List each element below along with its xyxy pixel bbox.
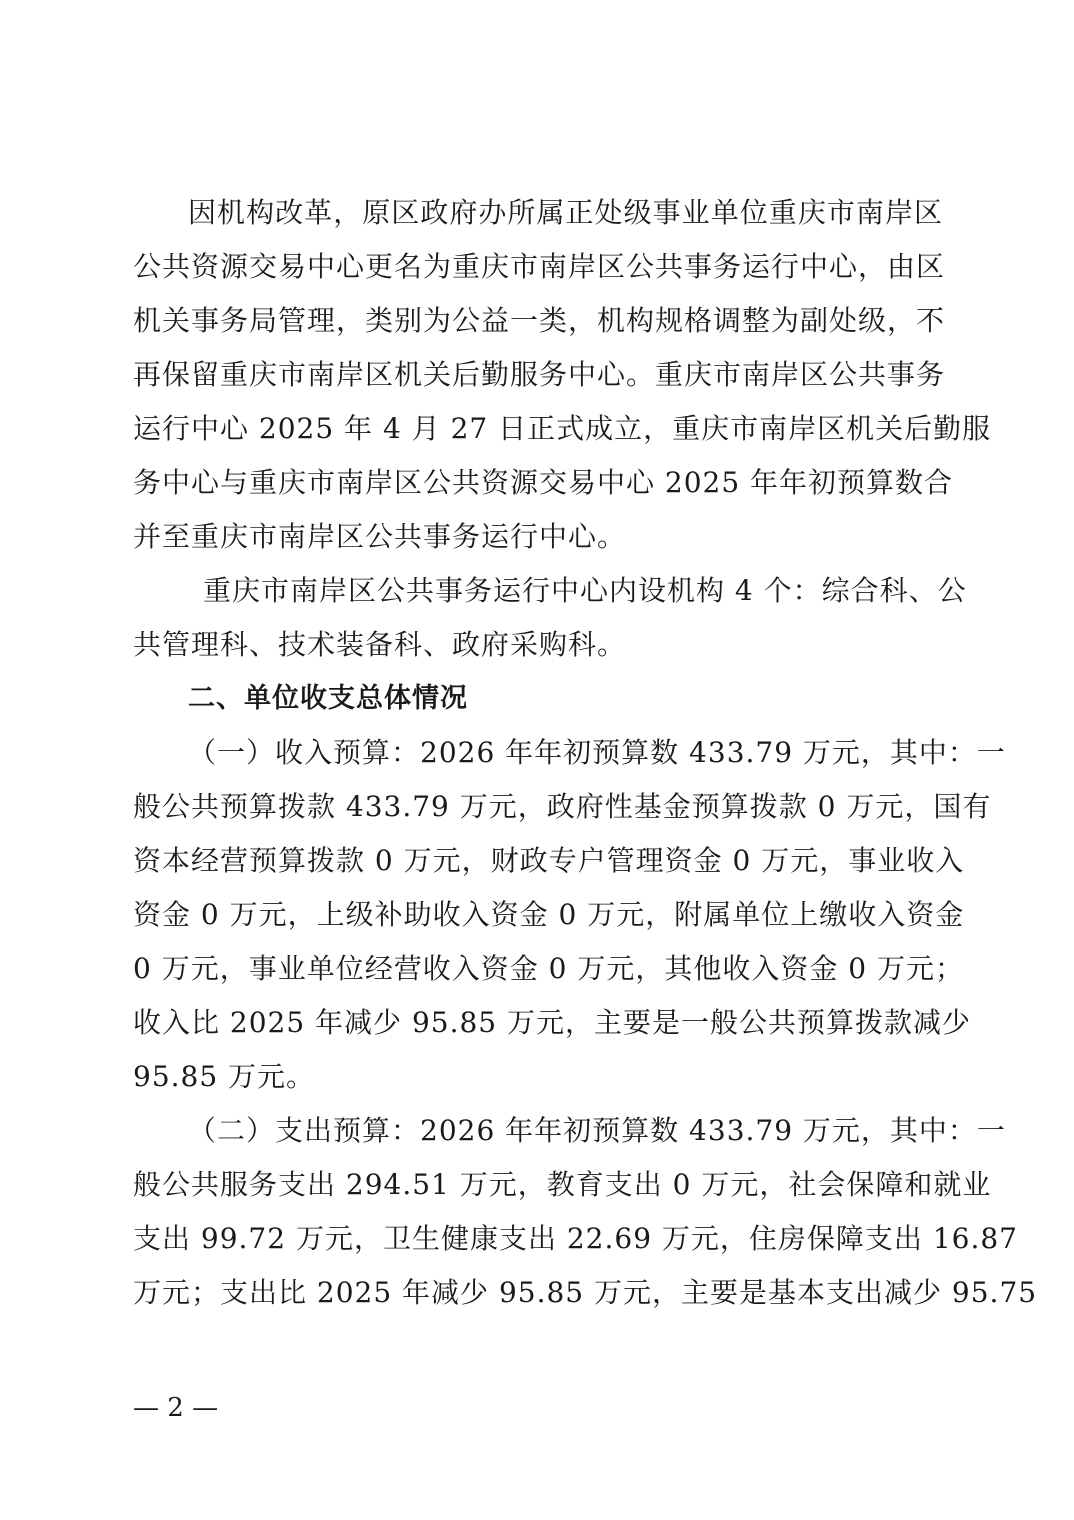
- expense-line-4: 万元；支出比 2025 年减少 95.85 万元，主要是基本支出减少 95.75: [133, 1276, 1038, 1309]
- paragraph-2-line-1: 重庆市南岸区公共事务运行中心内设机构 4 个：综合科、公: [203, 574, 967, 607]
- income-line-3: 资本经营预算拨款 0 万元，财政专户管理资金 0 万元，事业收入: [133, 844, 965, 877]
- paragraph-1-line-3: 机关事务局管理，类别为公益一类，机构规格调整为副处级，不: [133, 304, 946, 337]
- income-line-1: （一）收入预算：2026 年年初预算数 433.79 万元，其中：一: [188, 736, 1006, 769]
- expense-line-1: （二）支出预算：2026 年年初预算数 433.79 万元，其中：一: [188, 1114, 1006, 1147]
- expense-line-2: 般公共服务支出 294.51 万元，教育支出 0 万元，社会保障和就业: [133, 1168, 992, 1201]
- paragraph-2-line-2: 共管理科、技术装备科、政府采购科。: [133, 628, 627, 661]
- income-line-2: 般公共预算拨款 433.79 万元，政府性基金预算拨款 0 万元，国有: [133, 790, 992, 823]
- income-line-6: 收入比 2025 年减少 95.85 万元，主要是一般公共预算拨款减少: [133, 1006, 972, 1039]
- paragraph-1-line-7: 并至重庆市南岸区公共事务运行中心。: [133, 520, 627, 553]
- paragraph-1-line-6: 务中心与重庆市南岸区公共资源交易中心 2025 年年初预算数合: [133, 466, 954, 499]
- paragraph-1-line-4: 再保留重庆市南岸区机关后勤服务中心。重庆市南岸区公共事务: [133, 358, 946, 391]
- expense-line-3: 支出 99.72 万元，卫生健康支出 22.69 万元，住房保障支出 16.87: [133, 1222, 1018, 1255]
- paragraph-1-line-2: 公共资源交易中心更名为重庆市南岸区公共事务运行中心，由区: [133, 250, 946, 283]
- paragraph-1-line-5: 运行中心 2025 年 4 月 27 日正式成立，重庆市南岸区机关后勤服: [133, 412, 992, 445]
- page-number: — 2 —: [133, 1393, 219, 1423]
- income-line-4: 资金 0 万元，上级补助收入资金 0 万元，附属单位上缴收入资金: [133, 898, 965, 931]
- income-line-5: 0 万元，事业单位经营收入资金 0 万元，其他收入资金 0 万元；: [133, 952, 964, 985]
- paragraph-1-line-1: 因机构改革，原区政府办所属正处级事业单位重庆市南岸区: [188, 196, 943, 229]
- income-line-7: 95.85 万元。: [133, 1060, 316, 1093]
- section-heading: 二、单位收支总体情况: [188, 683, 468, 714]
